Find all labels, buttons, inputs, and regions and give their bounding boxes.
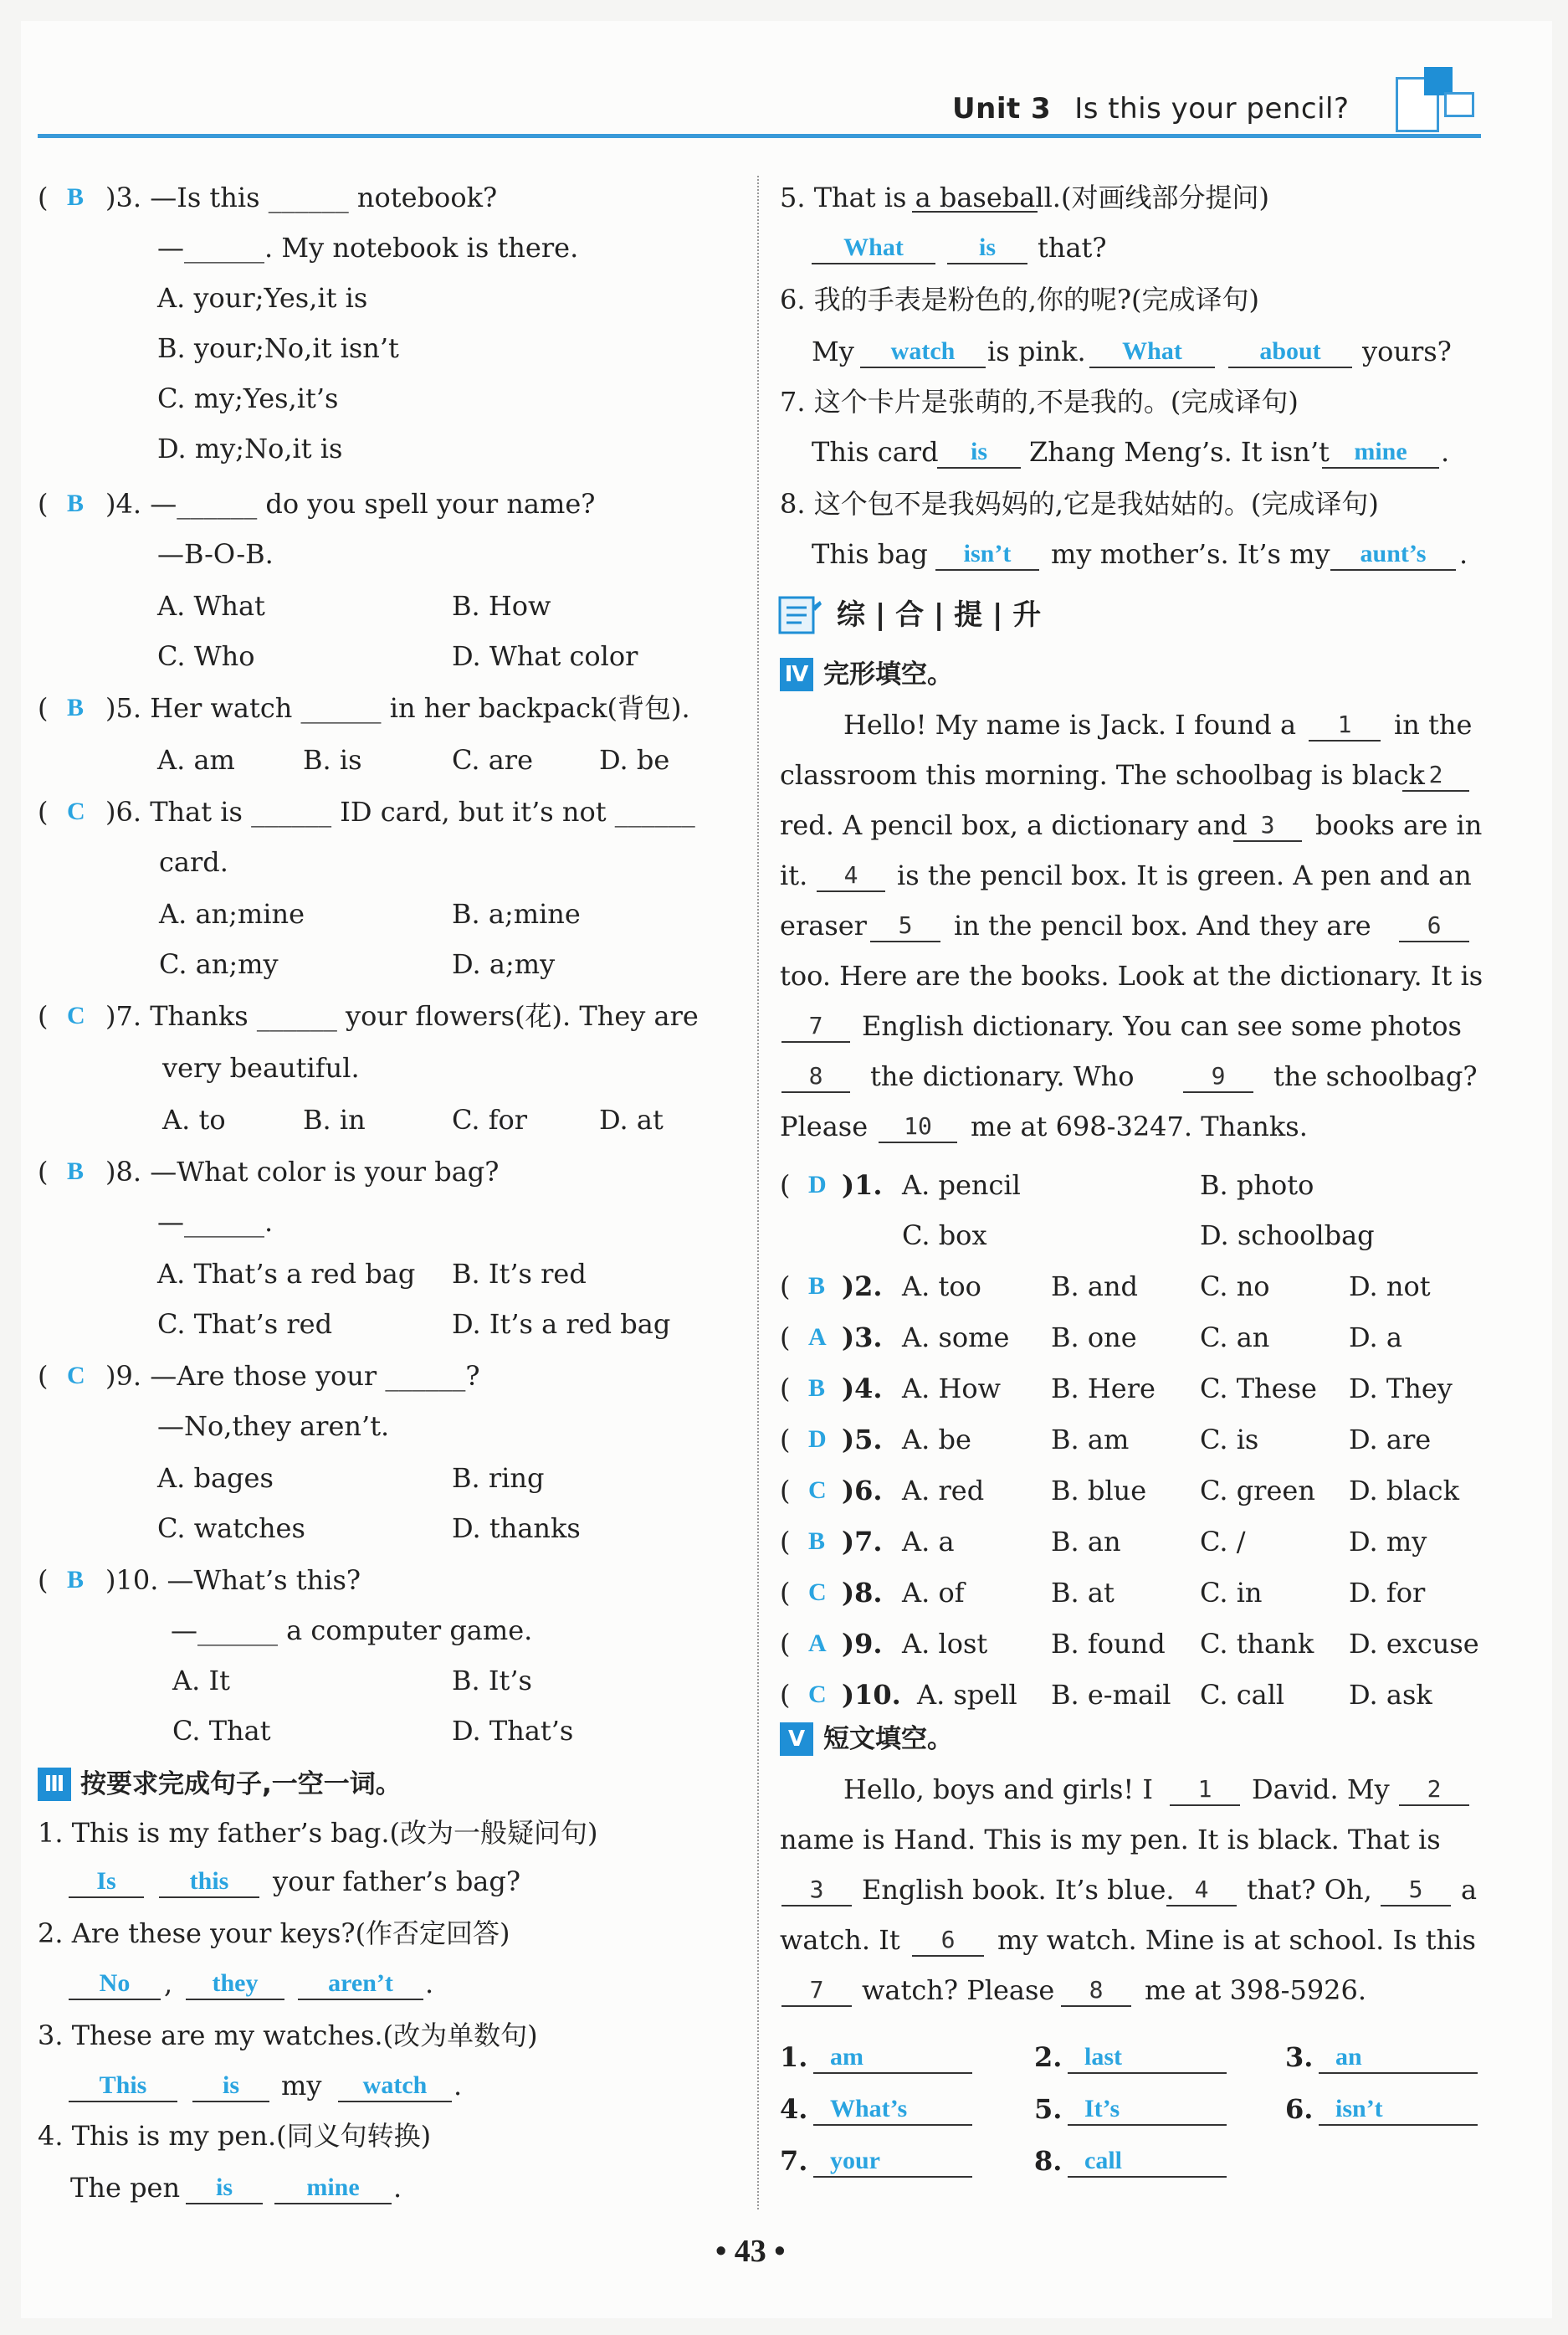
sentence-text: that? [1038, 232, 1107, 264]
passage-text: watch. It [780, 1924, 900, 1956]
answer-letter: B [67, 183, 85, 211]
section-three-icon: Ⅲ [38, 1768, 71, 1801]
question-stem: )8. —What color is your bag? [105, 1156, 500, 1188]
answer-line [1170, 1804, 1240, 1806]
option: C. in [1200, 1577, 1263, 1609]
comma: , [164, 1968, 173, 1999]
blank-number: 3 [809, 1876, 824, 1903]
option: B. photo [1200, 1169, 1314, 1201]
fill-answer: This [99, 2071, 147, 2099]
answer-letter: B [67, 1566, 85, 1593]
cloze-line: the dictionary. Who [870, 1060, 1135, 1092]
cloze-line: it. [780, 860, 808, 891]
passage-text: Hello, boys and girls! I [843, 1773, 1154, 1805]
cloze-number: 3 [1260, 811, 1275, 839]
answer-letter: B [808, 1527, 826, 1555]
answer-line [186, 2203, 263, 2204]
answer-line [298, 1999, 423, 2000]
option: C. for [452, 1104, 528, 1136]
answer-line [781, 1091, 850, 1093]
answer-line [1381, 1905, 1451, 1906]
option: A. pencil [902, 1169, 1021, 1201]
sentence-text: This card [812, 436, 939, 468]
answer-number: 3. [1285, 2041, 1314, 2073]
fill-answer: they [212, 1969, 259, 1997]
header-rule [38, 134, 1481, 138]
question-number: )1. [842, 1169, 883, 1201]
answer-paren: ( [38, 1564, 49, 1596]
option: C. an;my [159, 948, 279, 980]
option: C. That’s red [157, 1308, 333, 1340]
fill-answer: your [830, 2147, 880, 2174]
answer-letter: C [67, 798, 85, 825]
sentence-text: my mother’s. It’s my [1051, 538, 1330, 570]
cloze-text: me at 698-3247. Thanks. [971, 1111, 1308, 1142]
answer-line [1068, 2124, 1227, 2126]
sentence-task: 3. These are my watches.(改为单数句) [38, 2019, 538, 2051]
fill-answer: this [189, 1867, 229, 1895]
cloze-text: the schoolbag? [1273, 1060, 1478, 1092]
answer-number: 8. [1034, 2145, 1063, 2177]
fill-answer: isn’t [1335, 2095, 1383, 2122]
answer-line [781, 2005, 852, 2007]
answer-number: 2. [1034, 2041, 1063, 2073]
answer-line [937, 467, 1021, 469]
answer-line [912, 1955, 984, 1957]
fill-answer: isn’t [963, 540, 1012, 567]
blank-number: 7 [809, 1976, 824, 2004]
answer-letter: C [808, 1476, 827, 1504]
option: D. It’s a red bag [452, 1308, 671, 1340]
fill-answer: is [215, 2173, 233, 2201]
answer-letter: B [67, 1157, 85, 1185]
option: C. no [1200, 1270, 1270, 1302]
answer-line [1330, 569, 1456, 571]
option: D. at [599, 1104, 664, 1136]
section-five-icon: Ⅴ [780, 1722, 813, 1756]
cloze-line: English dictionary. You can see some photos [862, 1010, 1462, 1042]
fill-answer: an [1335, 2043, 1362, 2071]
sentence-task: 1. This is my father’s bag.(改为一般疑问句) [38, 1817, 598, 1849]
option: C. box [902, 1219, 987, 1251]
question-number: )10. [842, 1679, 901, 1711]
option: D. not [1349, 1270, 1431, 1302]
answer-letter: B [67, 490, 85, 517]
option: B. How [452, 590, 551, 622]
option: D. a;my [452, 948, 556, 980]
cloze-number: 9 [1211, 1062, 1226, 1090]
answer-paren: ( [780, 1577, 791, 1609]
answer-line [1402, 790, 1469, 792]
cloze-number: 5 [898, 911, 913, 939]
answer-line [1399, 1804, 1469, 1806]
fill-answer: aunt’s [1360, 540, 1427, 567]
cloze-line: red. A pencil box, a dictionary and [780, 809, 1248, 841]
sentence-text: This bag [812, 538, 928, 570]
answer-line [781, 1905, 852, 1906]
question-stem: )9. —Are those your ______? [105, 1360, 480, 1392]
fill-answer: last [1084, 2043, 1122, 2071]
option: D. be [599, 744, 670, 776]
answer-paren: ( [780, 1475, 791, 1506]
answer-line [69, 1896, 144, 1898]
answer-line [338, 2101, 452, 2102]
question-stem: )10. —What’s this? [105, 1564, 361, 1596]
option: C. green [1200, 1475, 1315, 1506]
answer-letter: C [67, 1362, 85, 1389]
sentence-text: your father’s bag? [273, 1865, 521, 1897]
option: B. your;No,it isn’t [157, 332, 399, 364]
answer-paren: ( [38, 1360, 49, 1392]
answer-letter: D [808, 1171, 827, 1198]
option: D. a [1349, 1321, 1402, 1353]
answer-paren: ( [780, 1628, 791, 1660]
section-five-title: 短文填空。 [823, 1724, 953, 1754]
answer-line [1183, 1091, 1253, 1093]
question-number: )2. [842, 1270, 883, 1302]
fill-answer: What’s [830, 2095, 908, 2122]
question-reply: —No,they aren’t. [157, 1410, 390, 1442]
question-reply: —______ a computer game. [171, 1614, 533, 1646]
option: A. a [902, 1526, 955, 1558]
fill-answer: is [978, 234, 996, 261]
option: B. It’s red [452, 1258, 587, 1290]
sentence-text: yours? [1362, 336, 1452, 367]
cloze-text: in the pencil box. And they are [954, 910, 1371, 942]
notebook-icon [776, 594, 823, 636]
option: D. are [1349, 1424, 1432, 1455]
answer-letter: C [808, 1578, 827, 1606]
option: C. are [452, 744, 533, 776]
option: A. What [157, 590, 265, 622]
answer-line [1061, 2005, 1131, 2007]
option: D. That’s [452, 1715, 574, 1747]
sentence-text: My [812, 336, 854, 367]
cloze-number: 4 [843, 861, 858, 889]
option: A. too [902, 1270, 981, 1302]
blank-number: 1 [1197, 1775, 1212, 1803]
answer-number: 4. [780, 2093, 808, 2125]
answer-paren: ( [780, 1373, 791, 1404]
sentence-task: 2. Are these your keys?(作否定回答) [38, 1917, 510, 1949]
sentence-task: 7. 这个卡片是张萌的,不是我的。(完成译句) [780, 386, 1299, 418]
sentence-task: 8. 这个包不是我妈妈的,它是我姑姑的。(完成译句) [780, 488, 1379, 520]
option: C. These [1200, 1373, 1317, 1404]
answer-paren: ( [780, 1321, 791, 1353]
answer-letter: B [67, 694, 85, 721]
option: D. black [1349, 1475, 1459, 1506]
question-number: )9. [842, 1628, 883, 1660]
answer-line [1309, 740, 1381, 742]
answer-paren: ( [780, 1526, 791, 1558]
option: A. bages [157, 1462, 274, 1494]
question-number: )3. [842, 1321, 883, 1353]
cloze-number: 7 [808, 1012, 823, 1039]
option: D. for [1349, 1577, 1426, 1609]
cloze-line: too. Here are the books. Look at the dictionary. It is [780, 960, 1483, 992]
option: A. lost [902, 1628, 988, 1660]
sentence-task: 4. This is my pen.(同义句转换) [38, 2120, 432, 2152]
answer-paren: ( [780, 1679, 791, 1711]
option: B. one [1051, 1321, 1137, 1353]
option: B. Here [1051, 1373, 1156, 1404]
option: C. call [1200, 1679, 1285, 1711]
answer-letter: A [808, 1323, 827, 1351]
cloze-number: 8 [808, 1062, 823, 1090]
answer-line [1399, 941, 1469, 942]
option: B. an [1051, 1526, 1121, 1558]
option: B. at [1051, 1577, 1115, 1609]
answer-line [274, 2203, 392, 2204]
answer-line [1319, 2124, 1478, 2126]
passage-text: a [1461, 1874, 1478, 1906]
period: . [453, 2070, 463, 2102]
option: A. spell [917, 1679, 1017, 1711]
underline-mark [912, 211, 1038, 213]
column-divider [757, 176, 759, 2209]
fill-answer: watch [890, 337, 956, 365]
option: D. What color [452, 640, 638, 672]
header-decoration-square [1424, 67, 1453, 95]
answer-paren: ( [780, 1270, 791, 1302]
answer-line [879, 1142, 957, 1143]
blank-number: 4 [1194, 1876, 1209, 1903]
option: D. schoolbag [1200, 1219, 1375, 1251]
option: A. be [902, 1424, 971, 1455]
fill-answer: It’s [1084, 2095, 1120, 2122]
question-number: )7. [842, 1526, 883, 1558]
fill-answer: call [1084, 2147, 1122, 2174]
sentence-text: Zhang Meng’s. It isn’t [1029, 436, 1330, 468]
blank-number: 8 [1089, 1976, 1104, 2004]
option: A. to [162, 1104, 226, 1136]
option: A. red [902, 1475, 985, 1506]
blank-number: 5 [1408, 1876, 1423, 1903]
answer-line [817, 890, 885, 892]
question-number: )8. [842, 1577, 883, 1609]
answer-line [813, 2124, 972, 2126]
answer-paren: ( [38, 692, 49, 724]
answer-letter: D [808, 1425, 827, 1453]
option: D. They [1349, 1373, 1453, 1404]
fill-answer: Is [96, 1867, 116, 1895]
answer-line [1233, 840, 1302, 842]
question-stem-cont: very beautiful. [162, 1052, 360, 1084]
option: D. my [1349, 1526, 1427, 1558]
question-stem: )5. Her watch ______ in her backpack(背包). [105, 692, 690, 724]
option: C. watches [157, 1512, 305, 1544]
blank-number: 6 [940, 1926, 956, 1953]
answer-line [1166, 1905, 1237, 1906]
answer-line [935, 569, 1039, 571]
fill-answer: is [222, 2071, 239, 2099]
option: A. an;mine [159, 898, 305, 930]
period: . [1441, 436, 1450, 468]
question-number: )6. [842, 1475, 883, 1506]
unit-label: Unit 3 [952, 92, 1052, 126]
answer-letter: C [67, 1002, 85, 1029]
question-stem: )3. —Is this ______ notebook? [105, 182, 498, 213]
question-number: )5. [842, 1424, 883, 1455]
fill-answer: mine [306, 2173, 360, 2201]
passage-text: my watch. Mine is at school. Is this [997, 1924, 1476, 1956]
answer-line [1228, 367, 1352, 368]
cloze-text: books are in [1315, 809, 1483, 841]
answer-line [1068, 2176, 1227, 2178]
fill-answer: No [99, 1969, 131, 1997]
fill-answer: What [1122, 337, 1182, 365]
option: A. your;Yes,it is [157, 282, 368, 314]
page-number: • 43 • [715, 2234, 786, 2269]
fill-answer: am [830, 2043, 863, 2071]
sentence-task: 6. 我的手表是粉色的,你的呢?(完成译句) [780, 284, 1260, 316]
answer-line [1322, 467, 1439, 469]
passage-text: watch? Please [862, 1974, 1055, 2006]
sentence-text: The pen [70, 2172, 181, 2204]
question-stem-cont: card. [159, 846, 228, 878]
option: C. / [1200, 1526, 1246, 1558]
cloze-number: 6 [1427, 911, 1442, 939]
passage-text: name is Hand. This is my pen. It is black. That is [780, 1824, 1441, 1855]
unit-title: Is this your pencil? [1074, 92, 1350, 126]
answer-paren: ( [38, 488, 49, 520]
answer-paren: ( [38, 1000, 49, 1032]
answer-line [192, 2101, 269, 2102]
header-decoration-small [1444, 92, 1474, 117]
option: B. a;mine [452, 898, 581, 930]
answer-paren: ( [780, 1424, 791, 1455]
answer-number: 7. [780, 2145, 808, 2177]
passage-text: English book. It’s blue. [862, 1874, 1175, 1906]
cloze-line: Hello! My name is Jack. I found a [843, 709, 1297, 741]
fill-answer: aren’t [328, 1969, 393, 1997]
option: C. Who [157, 640, 255, 672]
section-three-title: 按要求完成句子,一空一词。 [80, 1769, 402, 1799]
cloze-line: Please [780, 1111, 869, 1142]
option: D. my;No,it is [157, 433, 343, 464]
question-stem: )6. That is ______ ID card, but it’s not ______ [105, 796, 695, 828]
answer-letter: A [808, 1629, 827, 1657]
fill-answer: What [843, 234, 904, 261]
period: . [1459, 538, 1468, 570]
passage-text: me at 398-5926. [1145, 1974, 1367, 2006]
option: C. is [1200, 1424, 1259, 1455]
cloze-number: 2 [1428, 761, 1443, 788]
answer-letter: B [808, 1374, 826, 1402]
option: B. ring [452, 1462, 545, 1494]
cloze-text: in the [1394, 709, 1473, 741]
answer-line [947, 263, 1027, 264]
option: D. thanks [452, 1512, 581, 1544]
fill-answer: is [970, 438, 987, 465]
option: D. ask [1349, 1679, 1432, 1711]
answer-line [1089, 367, 1215, 368]
option: B. in [303, 1104, 366, 1136]
period: . [393, 2172, 402, 2204]
answer-line [186, 1999, 284, 2000]
page-header-title [952, 92, 1350, 126]
option: C. an [1200, 1321, 1270, 1353]
option: B. blue [1051, 1475, 1147, 1506]
answer-line [69, 2101, 177, 2102]
answer-line [159, 1896, 259, 1898]
answer-line [812, 263, 935, 264]
option: A. am [157, 744, 235, 776]
fill-answer: watch [362, 2071, 428, 2099]
fill-answer: about [1259, 337, 1321, 365]
answer-letter: B [808, 1272, 826, 1300]
question-reply: —______. My notebook is there. [157, 232, 579, 264]
period: . [425, 1968, 434, 1999]
option: C. my;Yes,it’s [157, 382, 339, 414]
question-reply: —______. [157, 1206, 274, 1238]
option: C. That [172, 1715, 271, 1747]
answer-paren: ( [780, 1169, 791, 1201]
section-banner-zonghe: 综 | 合 | 提 | 升 [837, 598, 1042, 632]
blank-number: 2 [1427, 1775, 1442, 1803]
option: A. It [172, 1665, 230, 1696]
fill-answer: mine [1354, 438, 1407, 465]
passage-text: that? Oh, [1247, 1874, 1372, 1906]
answer-number: 1. [780, 2041, 808, 2073]
cloze-line: classroom this morning. The schoolbag is black [780, 759, 1425, 791]
answer-line [813, 2176, 972, 2178]
answer-paren: ( [38, 796, 49, 828]
answer-line [781, 1041, 850, 1043]
option: B. found [1051, 1628, 1166, 1660]
answer-letter: C [808, 1681, 827, 1708]
option: B. and [1051, 1270, 1139, 1302]
question-stem: )7. Thanks ______ your flowers(花). They are [105, 1000, 699, 1032]
option: B. It’s [452, 1665, 532, 1696]
answer-line [69, 1999, 161, 2000]
question-reply: —B-O-B. [157, 538, 274, 570]
answer-line [860, 367, 986, 368]
passage-text: David. My [1252, 1773, 1390, 1805]
cloze-line: eraser [780, 910, 867, 942]
answer-paren: ( [38, 182, 49, 213]
option: A. How [902, 1373, 1002, 1404]
answer-line [813, 2072, 972, 2074]
sentence-text: my [281, 2070, 322, 2102]
question-number: )4. [842, 1373, 883, 1404]
section-four-icon: Ⅳ [780, 658, 813, 691]
answer-paren: ( [38, 1156, 49, 1188]
answer-line [1319, 2072, 1478, 2074]
answer-number: 6. [1285, 2093, 1314, 2125]
answer-number: 5. [1034, 2093, 1063, 2125]
option: D. excuse [1349, 1628, 1479, 1660]
cloze-number: 1 [1337, 711, 1352, 738]
cloze-text: is the pencil box. It is green. A pen and an [897, 860, 1472, 891]
answer-line [870, 941, 940, 942]
section-four-title: 完形填空。 [823, 659, 953, 690]
option: A. That’s a red bag [157, 1258, 416, 1290]
sentence-text: is pink. [987, 336, 1086, 367]
cloze-number: 10 [904, 1112, 932, 1140]
option: B. is [303, 744, 362, 776]
sentence-task: 5. That is a baseball.(对画线部分提问) [780, 182, 1269, 213]
option: B. e-mail [1051, 1679, 1171, 1711]
option: A. of [902, 1577, 965, 1609]
option: B. am [1051, 1424, 1130, 1455]
option: A. some [902, 1321, 1010, 1353]
answer-line [1068, 2072, 1227, 2074]
question-stem: )4. —______ do you spell your name? [105, 488, 596, 520]
option: C. thank [1200, 1628, 1314, 1660]
